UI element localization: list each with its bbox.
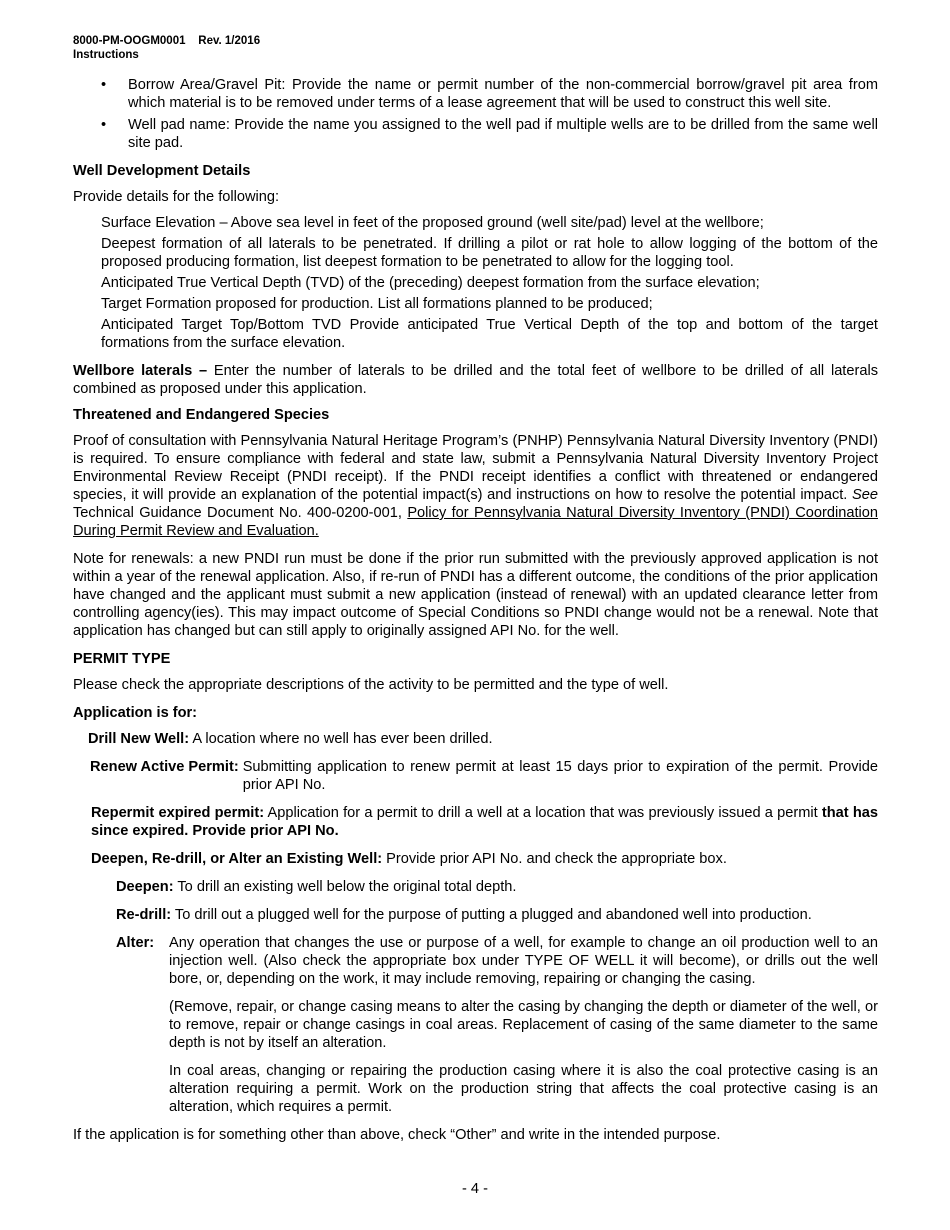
list-item: Anticipated True Vertical Depth (TVD) of the (preceding) deepest formation from the surface elevation; (101, 275, 760, 291)
form-id: 8000-PM-OOGM0001 (73, 35, 186, 47)
page-header (73, 34, 260, 62)
section-heading: Well Development Details (73, 163, 251, 179)
deepen-item: Deepen: To drill an existing well below the original total depth. (116, 879, 517, 895)
list-item: Surface Elevation – Above sea level in feet of the proposed ground (well site/pad) level at the wellbore; (101, 215, 764, 231)
pndi-paragraph: Proof of consultation with Pennsylvania Natural Heritage Program’s (PNHP) Pennsylvania Natural Diversity Inventory (PNDI) is required. To ensure compliance with federal and state law, submit a Pennsylvania Natural Diversity Inventory Project Environmental Review Receipt (PNDI receipt). If the PNDI receipt identifies a conflict with threatened or endangered species, it will provide an explanation of the potential impact(s) and instructions on how to resolve the potential impact. See Technical Guidance Document No. 400-0200-001, Policy for Pennsylvania Natural Diversity Inventory (PNDI) Coordination During Permit Review and Evaluation. (73, 433, 878, 539)
section-heading: Threatened and Endangered Species (73, 407, 330, 423)
list-item: Deepest formation of all laterals to be penetrated. If drilling a pilot or rat hole to allow logging of the bottom of the proposed producing formation, list deepest formation to be penetrated to allow for the logging tool. (101, 236, 878, 270)
laterals-paragraph: Wellbore laterals – Enter the number of laterals to be drilled and the total feet of wellbore to be drilled of all laterals combined as proposed under this application. (73, 363, 878, 397)
page-number: - 4 - (462, 1181, 488, 1197)
list-item: Target Formation proposed for production. List all formations planned to be produced; (101, 296, 653, 312)
drill-new-well: Drill New Well: A location where no well has ever been drilled. (88, 731, 493, 747)
alter-item: Alter: Any operation that changes the use or purpose of a well, for example to change an oil production well to an injection well. (Also check the appropriate box under TYPE OF WELL it will become), or drills out the well bore, or, depending on the work, it may include removing, repairing or changing the casing. (Remove, repair, or change casing means to alter the casing by changing the depth or diameter of the well, or to remove, repair or change casings in coal areas. Replacement of casing of the same diameter to the same depth is not by itself an alteration. In coal areas, changing or repairing the production casing where it is also the coal protective casing is an alteration requiring a permit. Work on the production string that affects the coal protective casing is an alteration, which requires a permit. (116, 935, 878, 1115)
section-heading: PERMIT TYPE (73, 651, 171, 667)
deepen-redrill-alter: Deepen, Re-drill, or Alter an Existing Well: Provide prior API No. and check the appropriate box. (91, 851, 727, 867)
list-item: • Well pad name: Provide the name you assigned to the well pad if multiple wells are to be drilled from the same well site pad. (101, 117, 878, 151)
details-list (73, 214, 878, 352)
application-for-label: Application is for: (73, 705, 198, 721)
bullet-icon: • (101, 117, 107, 133)
renewal-note: Note for renewals: a new PNDI run must be done if the prior run submitted with the previously approved application is not within a year of the renewal application. Also, if re-run of PNDI has a different outcome, the conditions of the prior application have changed and the applicant must submit a new application (instead of renewal) with an updated clearance letter from controlling agency(ies). This may impact outcome of Special Conditions so PNDI change would not be a renewal. Note that application has changed but can still apply to originally assigned API No. for the well. (73, 551, 878, 639)
policy-link[interactable]: Policy for Pennsylvania Natural Diversity Inventory (PNDI) Coordination During Permit Review and Evaluation. (73, 505, 878, 539)
renew-active-permit: Renew Active Permit: Submitting application to renew permit at least 15 days prior to expiration of the permit. Provide prior API No. (90, 759, 878, 793)
list-item: Anticipated Target Top/Bottom TVD Provide anticipated True Vertical Depth of the top and bottom of the target formations from the surface elevation. (101, 317, 878, 351)
bullet-icon: • (101, 77, 107, 93)
repermit-expired: Repermit expired permit: Application for a permit to drill a well at a location that was previously issued a permit that has since expired. Provide prior API No. (91, 805, 879, 839)
redrill-item: Re-drill: To drill out a plugged well for the purpose of putting a plugged and abandoned well into production. (116, 907, 812, 923)
other-instructions: If the application is for something other than above, check “Other” and write in the intended purpose. (73, 1127, 721, 1143)
doc-type: Instructions (73, 49, 139, 61)
list-item: • Borrow Area/Gravel Pit: Provide the name or permit number of the non-commercial borrow/gravel pit area from which material is to be removed under terms of a lease agreement that will be used to construct this well site. (101, 77, 878, 111)
page-body (73, 76, 878, 1144)
section-intro: Please check the appropriate descriptions of the activity to be permitted and the type of well. (73, 677, 669, 693)
section-intro: Provide details for the following: (73, 189, 280, 205)
revision: Rev. 1/2016 (198, 35, 261, 47)
bullet-list (73, 76, 878, 152)
